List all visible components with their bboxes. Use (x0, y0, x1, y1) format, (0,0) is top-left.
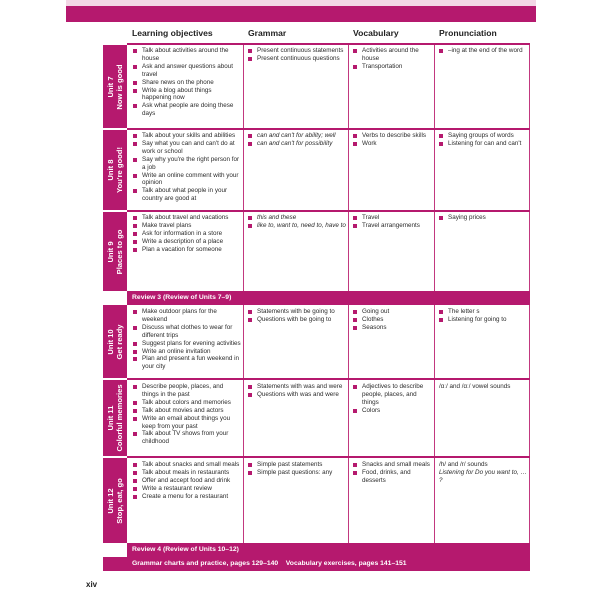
list-item: Talk about what people in your country are good at (133, 187, 241, 203)
unit12-objectives (133, 461, 241, 501)
unit-title: Places to go (115, 229, 124, 274)
list-item: Questions with was and were (248, 391, 346, 399)
unit-label: Unit 10 (106, 328, 115, 355)
unit-label: Unit 7 (106, 75, 115, 98)
unit8-grammar (248, 132, 346, 148)
header-pronunciation: Pronunciation (439, 28, 497, 38)
list-item: Ask and answer questions about travel (133, 63, 241, 79)
list-item: Simple past questions: any (248, 469, 346, 477)
list-item: Seasons (353, 324, 432, 332)
header-vocabulary: Vocabulary (353, 28, 399, 38)
unit-tab-8 (103, 130, 127, 210)
col-divider (434, 305, 435, 543)
list-item: like to, want to, need to, have to (248, 222, 346, 230)
list-item: Listening for can and can't (439, 140, 527, 148)
col-divider (529, 305, 530, 543)
list-item: Plan a vacation for someone (133, 246, 241, 254)
list-item: can and can't for possibility (248, 140, 346, 148)
unit12-grammar (248, 461, 346, 477)
col-divider (529, 45, 530, 291)
list-item: Write a blog about things happening now (133, 87, 241, 103)
list-item: Colors (353, 407, 432, 415)
list-item: Make travel plans (133, 222, 241, 230)
list-item: Ask for information in a store (133, 230, 241, 238)
list-item: Food, drinks, and desserts (353, 469, 432, 485)
unit10-pronunciation (439, 308, 527, 324)
header-learning-objectives: Learning objectives (132, 28, 213, 38)
list-item: Talk about travel and vacations (133, 214, 241, 222)
unit9-vocabulary (353, 214, 432, 230)
review-3-band: Review 3 (Review of Units 7–9) (127, 291, 530, 305)
list-item: Talk about meals in restaurants (133, 469, 241, 477)
unit9-grammar (248, 214, 346, 230)
unit11-grammar (248, 383, 346, 399)
list-item: Travel (353, 214, 432, 222)
unit-tab-10 (103, 305, 127, 378)
list-item: Going out (353, 308, 432, 316)
unit11-objectives (133, 383, 241, 446)
unit-title: Stop, eat, go (115, 477, 124, 524)
unit10-objectives (133, 308, 241, 371)
list-item: Offer and accept food and drink (133, 477, 241, 485)
col-divider (243, 45, 244, 291)
list-item: Talk about colors and memories (133, 399, 241, 407)
list-item: Share news on the phone (133, 79, 241, 87)
col-divider (348, 305, 349, 543)
list-item: Say why you're the right person for a job (133, 156, 241, 172)
list-item: Ask what people are doing these days (133, 102, 241, 118)
unit11-pronunciation (439, 383, 527, 391)
list-item: Talk about TV shows from your childhood (133, 430, 241, 446)
row-divider (127, 456, 530, 458)
list-item: /h/ and /r/ sounds (439, 461, 488, 468)
unit-label: Unit 12 (106, 487, 115, 514)
footer-band (103, 557, 530, 571)
unit-title: Now is good (115, 63, 124, 110)
grammar-charts-reference: Grammar charts and practice, pages 129–140 (132, 560, 279, 567)
list-item: Listening for going to (439, 316, 527, 324)
list-item: Create a menu for a restaurant (133, 493, 241, 501)
list-item: this and these (248, 214, 346, 222)
list-item: The letter s (439, 308, 527, 316)
list-item: –ing at the end of the word (439, 47, 527, 55)
unit11-vocabulary (353, 383, 432, 415)
list-item: Travel arrangements (353, 222, 432, 230)
vocabulary-exercises-reference: Vocabulary exercises, pages 141–151 (285, 560, 407, 567)
list-item: Write a restaurant review (133, 485, 241, 493)
top-color-bar (66, 6, 536, 22)
unit10-vocabulary (353, 308, 432, 332)
unit-label: Unit 11 (106, 405, 115, 431)
unit-tab-12 (103, 458, 127, 543)
list-item: can and can't for ability; well (248, 132, 346, 140)
unit-tab-7 (103, 45, 127, 128)
unit8-pronunciation (439, 132, 527, 148)
list-item: Suggest plans for evening activities (133, 340, 241, 348)
unit-tab-11 (103, 380, 127, 456)
unit-title: You're good! (115, 147, 124, 193)
list-item: Questions with be going to (248, 316, 346, 324)
header-rule (127, 43, 530, 45)
list-item: Talk about movies and actors (133, 407, 241, 415)
col-divider (348, 45, 349, 291)
review-4-band: Review 4 (Review of Units 10–12) (127, 543, 530, 557)
unit9-pronunciation (439, 214, 527, 222)
unit9-objectives (133, 214, 241, 254)
list-item: Make outdoor plans for the weekend (133, 308, 241, 324)
unit7-grammar (248, 47, 346, 63)
col-divider (434, 45, 435, 291)
page-number: xiv (86, 580, 98, 589)
list-item: Say what you can and can't do at work or school (133, 140, 241, 156)
unit7-objectives (133, 47, 241, 118)
list-item: Statements with was and were (248, 383, 346, 391)
list-item: Talk about activities around the house (133, 47, 241, 63)
unit-label: Unit 8 (106, 159, 115, 181)
list-item: Snacks and small meals (353, 461, 432, 469)
list-item: Write an online comment with your opinion (133, 172, 241, 188)
list-item: Describe people, places, and things in the past (133, 383, 241, 399)
list-item: Saying groups of words (439, 132, 527, 140)
list-item: Write an email about things you keep from your past (133, 415, 241, 431)
col-divider (243, 305, 244, 543)
list-item: Listening for Do you want to, … ? (439, 468, 527, 484)
unit8-vocabulary (353, 132, 432, 148)
list-item: Clothes (353, 316, 432, 324)
unit-label: Unit 9 (106, 240, 115, 263)
unit7-pronunciation (439, 47, 527, 55)
list-item: Plan and present a fun weekend in your city (133, 355, 241, 371)
list-item: Verbs to describe skills (353, 132, 432, 140)
row-divider (127, 378, 530, 380)
list-item: Adjectives to describe people, places, and things (353, 383, 432, 407)
list-item: Write an online invitation (133, 348, 241, 356)
list-item: Talk about your skills and abilities (133, 132, 241, 140)
unit12-pronunciation (439, 461, 527, 485)
list-item: Work (353, 140, 432, 148)
list-item: Present continuous questions (248, 55, 346, 63)
list-item: /ɑː/ and /ɑː/ vowel sounds (439, 383, 511, 390)
unit-title: Get ready (115, 323, 124, 360)
list-item: Saying prices (439, 214, 527, 222)
unit10-grammar (248, 308, 346, 324)
list-item: Statements with be going to (248, 308, 346, 316)
list-item: Write a description of a place (133, 238, 241, 246)
row-divider (127, 210, 530, 212)
row-divider (127, 128, 530, 130)
header-grammar: Grammar (248, 28, 287, 38)
unit7-vocabulary (353, 47, 432, 71)
list-item: Transportation (353, 63, 432, 71)
unit12-vocabulary (353, 461, 432, 485)
list-item: Present continuous statements (248, 47, 346, 55)
list-item: Discuss what clothes to wear for different trips (133, 324, 241, 340)
list-item: Simple past statements (248, 461, 346, 469)
list-item: Activities around the house (353, 47, 432, 63)
unit8-objectives (133, 132, 241, 203)
list-item: Talk about snacks and small meals (133, 461, 241, 469)
unit-title: Colorful memories (115, 384, 124, 452)
unit-tab-9 (103, 212, 127, 291)
